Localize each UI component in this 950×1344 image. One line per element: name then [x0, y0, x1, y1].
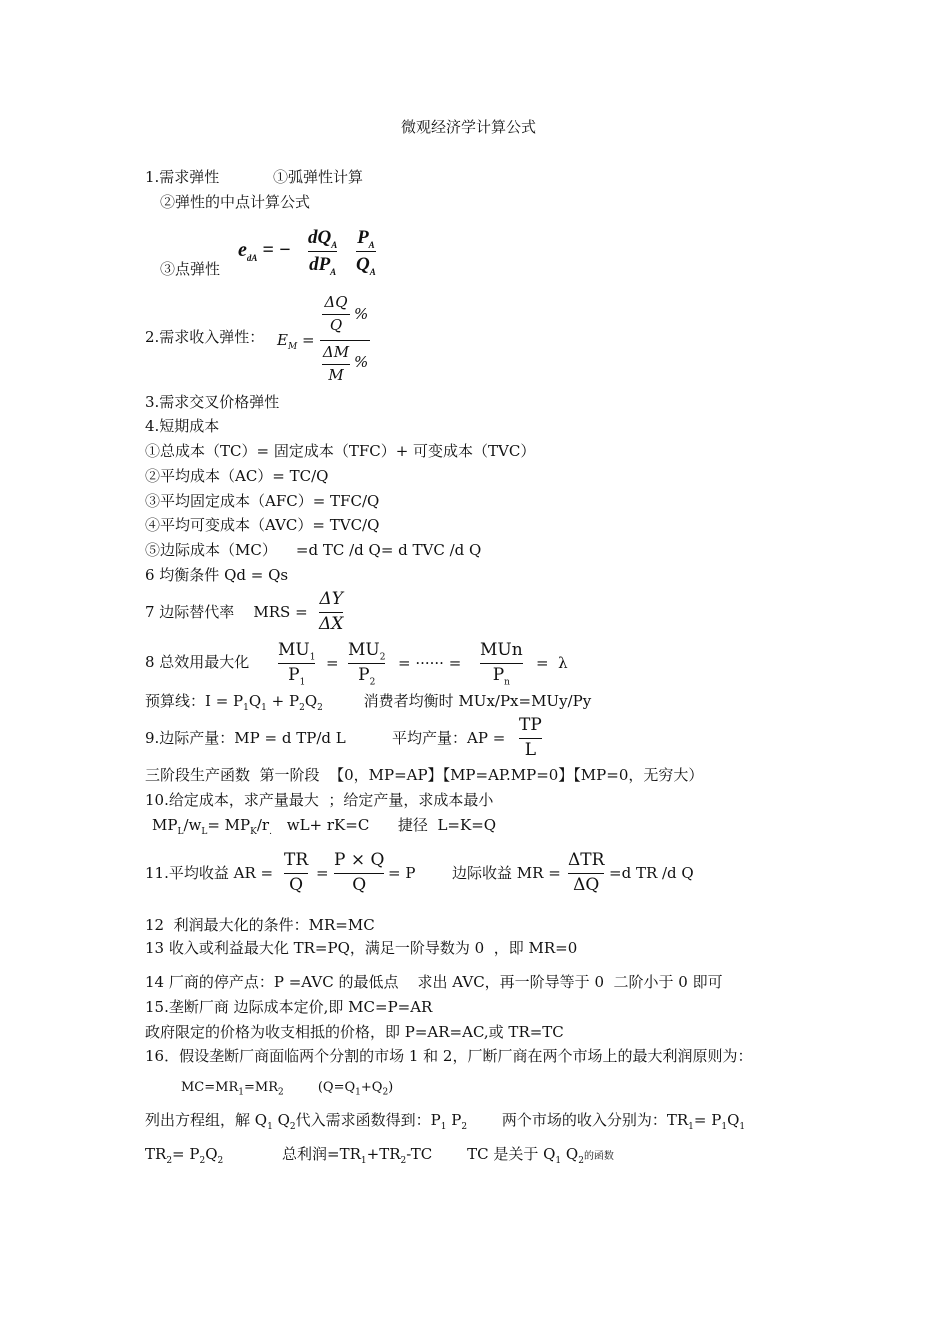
ar-result: = P	[388, 864, 416, 882]
point-elasticity-fraction-2: $P_A$ $Q_A$	[356, 227, 376, 277]
section-9-label: 9.边际产量：MP = d TP/d L	[145, 729, 346, 747]
point-elasticity-fraction-1: $dQ_A$ $dP_A$	[308, 227, 338, 277]
government-price-note: 政府限定的价格为收支相抵的价格，即 P=AR=AC,或 TR=TC	[145, 1023, 564, 1041]
mr-fraction: ΔTR ΔQ	[568, 850, 605, 895]
section-12-label: 12 利润最大化的条件：MR=MC	[145, 916, 375, 934]
cost-item-4: ④平均可变成本（AVC）= TVC/Q	[145, 516, 380, 534]
utility-fraction-1: $MU_1$ $P_1$	[278, 640, 316, 688]
section-4-label: 4.短期成本	[145, 417, 220, 435]
ar-eq: =	[316, 864, 329, 882]
section-10-label: 10.给定成本，求产量最大 ；给定产量，求成本最小	[145, 791, 494, 809]
utility-eq-1: =	[326, 654, 339, 672]
cost-item-2: ②平均成本（AC）= TC/Q	[145, 467, 329, 485]
cost-item-5: ⑤边际成本（MC） =d TC /d Q= d TVC /d Q	[145, 541, 482, 559]
ar-fraction-2: P × Q Q	[334, 850, 385, 895]
section-1-label: 1.需求弹性	[145, 168, 220, 186]
section-2-label: 2.需求收入弹性：	[145, 328, 265, 346]
income-numerator: $\frac{\Delta Q}{Q}$ %	[322, 295, 350, 333]
marginal-revenue-label: 边际收益 MR =	[452, 864, 561, 882]
monopoly-condition: $MC=MR_1=MR_2$ $(Q=Q_1+Q_2)$	[181, 1080, 394, 1098]
utility-lambda: = λ	[536, 654, 568, 672]
section-8-label: 8 总效用最大化	[145, 653, 250, 671]
arc-elasticity-label: ①弧弹性计算	[273, 168, 364, 186]
point-elasticity-label: ③点弹性	[160, 260, 221, 278]
mrs-fraction: ΔY ΔX	[319, 589, 344, 634]
cost-item-1: ①总成本（TC）= 固定成本（TFC）+ 可变成本（TVC）	[145, 442, 536, 460]
midpoint-elasticity-label: ②弹性的中点计算公式	[160, 193, 311, 211]
point-elasticity-lhs: $e_{dA}$ = −	[238, 239, 291, 263]
cost-item-3: ③平均固定成本（AFC）= TFC/Q	[145, 492, 380, 510]
utility-dots: = ······ =	[398, 654, 462, 672]
section-14-label: 14 厂商的停产点：P =AVC 的最低点 求出 AVC，再一阶导等于 0 二阶小于 0 即可	[145, 973, 723, 991]
solve-equations: 列出方程组，解 $Q_1$ $Q_2$代入需求函数得到：$P_1$ $P_2$ 两个市场的收入分别为：$TR_1= P_1Q_1$	[145, 1111, 746, 1132]
section-6-label: 6 均衡条件 Qd = Qs	[145, 566, 289, 584]
section-3-label: 3.需求交叉价格弹性	[145, 393, 280, 411]
utility-fraction-2: $MU_2$ $P_2$	[348, 640, 386, 688]
income-main-bar	[320, 340, 370, 341]
section-7-label: 7 边际替代率 MRS =	[145, 603, 308, 621]
average-product-label: 平均产量：AP =	[392, 729, 506, 747]
budget-line: 预算线：$I = P_1Q_1 + P_2Q_2$ 消费者均衡时 MUx/Px=MUy/Py	[145, 692, 592, 713]
ap-fraction: TP L	[519, 715, 542, 760]
section-13-label: 13 收入或利益最大化 TR=PQ，满足一阶导数为 0 ，即 MR=0	[145, 939, 578, 957]
total-profit: $TR_2= P_2Q_2$ 总利润$=TR_1+TR_2-TC$ TC 是关于 $Q_1$ $Q_2$的函数	[145, 1145, 614, 1166]
income-elasticity-lhs: $E_M$ =	[277, 331, 315, 352]
ar-fraction-1: TR Q	[284, 850, 309, 895]
three-stage-production: 三阶段生产函数 第一阶段 【0，MP=AP】【MP=AP.MP=0】【MP=0，无穷大）	[145, 766, 704, 784]
section-11-label: 11.平均收益 AR =	[145, 864, 274, 882]
section-15-label: 15.垄断厂商 边际成本定价,即 MC=P=AR	[145, 998, 433, 1016]
mr-result: =d TR /d Q	[609, 864, 694, 882]
page-title: 微观经济学计算公式	[401, 118, 537, 136]
income-denominator: $\frac{\Delta M}{M}$ %	[322, 343, 369, 384]
section-16-label: 16．假设垄断厂商面临两个分割的市场 1 和 2，厂断厂商在两个市场上的最大利润原则为：	[145, 1047, 753, 1065]
section-10-formula: $MP_L/w_L= MP_K/r_.$ wL+ rK=C 捷径 L=K=Q	[152, 816, 497, 837]
utility-fraction-n: MUn $P_n$	[480, 640, 523, 688]
